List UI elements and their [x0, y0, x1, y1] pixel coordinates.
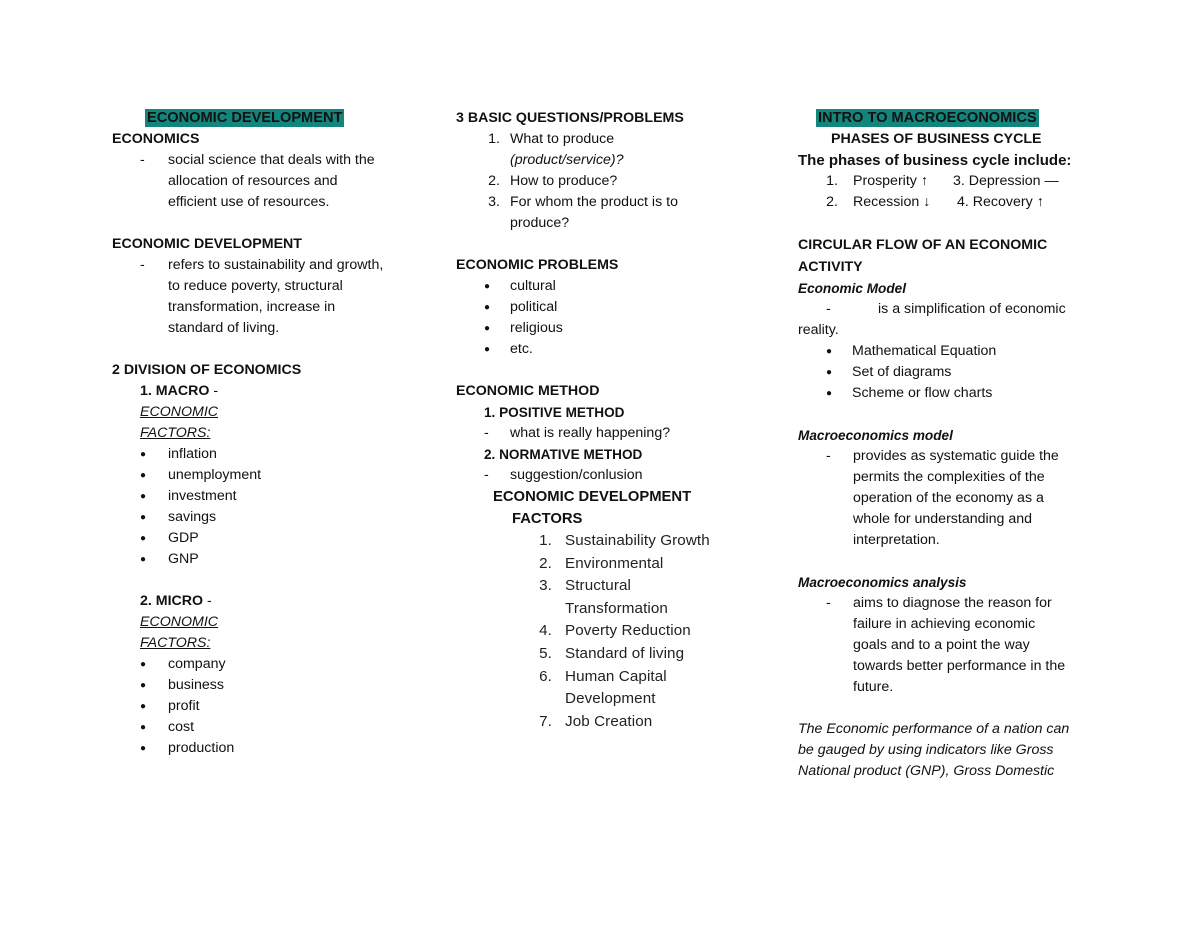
bullet-icon: ● — [484, 302, 491, 313]
problem-item: religious — [510, 320, 563, 336]
definition-line: refers to sustainability and growth, — [168, 257, 384, 273]
factor-text: Standard of living — [565, 644, 685, 662]
dash-marker: - — [484, 425, 489, 441]
item-number: 6. — [539, 667, 552, 685]
list-item — [112, 717, 422, 738]
economics-heading: ECONOMICS — [112, 131, 200, 147]
list-item — [798, 341, 1098, 362]
factor-item — [456, 620, 756, 643]
micro-label-text: 2. MICRO — [140, 593, 204, 609]
item-number — [456, 213, 500, 234]
item-number: 1. — [539, 532, 552, 549]
desc-line: goals and to a point the way — [853, 637, 1030, 653]
desc-line: future. — [853, 679, 894, 695]
list-item — [456, 276, 756, 297]
spacer — [112, 339, 422, 360]
bullet-icon: ● — [140, 554, 147, 565]
circular-flow-heading: ACTIVITY — [798, 259, 863, 275]
list-item — [112, 507, 422, 528]
positive-method-label: 1. POSITIVE METHOD — [484, 405, 625, 420]
micro-factors-label: ECONOMIC — [140, 614, 219, 630]
item-text: For whom the product is to — [510, 194, 678, 210]
section-title — [798, 108, 1098, 129]
bullet-icon: ● — [826, 346, 833, 357]
econdev-heading: ECONOMIC DEVELOPMENT — [112, 236, 302, 252]
highlighted-title: ECONOMIC DEVELOPMENT — [147, 110, 343, 126]
item-number: 2. — [826, 194, 838, 210]
item-number: 7. — [539, 712, 552, 730]
macro-item: GNP — [168, 551, 199, 567]
analysis-heading: Macroeconomics analysis — [798, 575, 967, 590]
desc-line: operation of the economy as a — [853, 490, 1044, 506]
macro-item: investment — [168, 488, 237, 504]
micro-item: business — [168, 677, 224, 693]
circular-flow-heading: CIRCULAR FLOW OF AN ECONOMIC — [798, 237, 1048, 253]
list-item — [112, 528, 422, 549]
factor-item — [456, 711, 756, 734]
model-item: Scheme or flow charts — [852, 385, 993, 401]
dash-marker: - — [484, 467, 489, 483]
list-item — [456, 318, 756, 339]
problem-item: political — [510, 299, 558, 315]
numbered-item — [456, 192, 756, 213]
division-heading: 2 DIVISION OF ECONOMICS — [112, 362, 302, 378]
list-item — [798, 362, 1098, 383]
macro-model-desc — [798, 446, 1098, 467]
item-number: 1. — [488, 131, 500, 147]
macro-label — [112, 381, 422, 402]
macro-label-text: 1. MACRO — [140, 383, 210, 399]
dash-marker: - — [826, 301, 831, 317]
item-text: (product/service)? — [510, 152, 624, 168]
spacer — [798, 698, 1098, 719]
basic-questions-heading: 3 BASIC QUESTIONS/PROBLEMS — [456, 110, 684, 126]
list-item — [112, 696, 422, 717]
bullet-icon: ● — [140, 722, 147, 733]
item-number: 1. — [826, 173, 838, 189]
macro-model-heading: Macroeconomics model — [798, 428, 953, 443]
model-item: Mathematical Equation — [852, 343, 997, 359]
highlighted-title: INTRO TO MACROECONOMICS — [818, 110, 1037, 126]
factor-item — [456, 643, 756, 666]
list-item — [456, 339, 756, 360]
economic-problems-heading: ECONOMIC PROBLEMS — [456, 257, 619, 273]
definition-line: social science that deals with the — [168, 152, 375, 168]
phase-row — [798, 171, 1098, 192]
item-number — [456, 688, 552, 711]
factor-text: Job Creation — [565, 712, 653, 730]
method-desc: what is really happening? — [510, 425, 671, 441]
desc-line: aims to diagnose the reason for — [853, 595, 1052, 611]
macro-item: unemployment — [168, 467, 262, 483]
micro-factors-label: FACTORS: — [140, 635, 211, 651]
bullet-icon: ● — [140, 533, 147, 544]
closing-line: be gauged by using indicators like Gross — [798, 742, 1054, 758]
spacer — [456, 234, 756, 255]
phase-item: Recession ↓ — [853, 194, 931, 210]
model-item: Set of diagrams — [852, 364, 952, 380]
item-number — [456, 150, 500, 171]
definition-line: allocation of resources and — [168, 173, 338, 189]
model-desc-text: reality. — [798, 322, 839, 338]
factor-text: Development — [565, 690, 656, 708]
bullet-icon: ● — [484, 323, 491, 334]
phases-intro: The phases of business cycle include: — [798, 152, 1072, 169]
macro-factors-label: ECONOMIC — [140, 404, 219, 420]
micro-item: cost — [168, 719, 195, 735]
bullet-icon: ● — [484, 344, 491, 355]
bullet-icon: ● — [140, 680, 147, 691]
definition-line: efficient use of resources. — [168, 194, 330, 210]
bullet-icon: ● — [826, 388, 833, 399]
bullet-icon: ● — [140, 701, 147, 712]
desc-line: whole for understanding and — [853, 511, 1033, 527]
list-item — [456, 297, 756, 318]
phase-row — [798, 192, 1098, 213]
factors-heading: FACTORS — [512, 511, 583, 527]
econdev-definition — [112, 255, 422, 276]
bullet-icon: ● — [140, 491, 147, 502]
factor-item — [456, 666, 756, 689]
numbered-item — [456, 150, 756, 171]
column-basic-questions — [456, 108, 756, 733]
economics-definition — [112, 150, 422, 171]
list-item — [112, 444, 422, 465]
item-text: What to produce — [510, 131, 615, 147]
item-number: 4. — [539, 622, 552, 640]
factor-item — [456, 553, 756, 576]
bullet-icon: ● — [826, 367, 833, 378]
factor-item — [456, 598, 756, 621]
desc-line: provides as systematic guide the — [853, 448, 1059, 464]
list-item — [112, 654, 422, 675]
item-text: How to produce? — [510, 173, 618, 189]
definition-line: to reduce poverty, structural — [168, 278, 343, 294]
macro-factors-label: FACTORS: — [140, 425, 211, 441]
section-title — [112, 108, 422, 129]
spacer — [798, 213, 1098, 234]
item-number: 3. — [488, 194, 500, 210]
method-desc: suggestion/conlusion — [510, 467, 643, 483]
model-desc — [798, 299, 1098, 320]
model-desc-text: is a simplification of economic — [878, 301, 1066, 317]
dash-marker: - — [826, 595, 831, 611]
factor-text: Sustainability Growth — [565, 532, 710, 549]
definition-line: standard of living. — [168, 320, 280, 336]
numbered-item — [456, 213, 756, 234]
phase-item: Prosperity ↑ — [853, 173, 928, 189]
spacer — [456, 360, 756, 381]
micro-item: profit — [168, 698, 200, 714]
factor-item — [456, 575, 756, 598]
macro-item: GDP — [168, 530, 199, 546]
factor-item — [456, 688, 756, 711]
list-item — [112, 549, 422, 570]
dash-marker: - — [140, 257, 145, 273]
bullet-icon: ● — [140, 449, 147, 460]
economic-model-heading: Economic Model — [798, 281, 907, 296]
list-item — [112, 486, 422, 507]
item-number: 2. — [539, 554, 552, 572]
numbered-item — [456, 129, 756, 150]
column-economic-development — [112, 108, 422, 759]
economic-method-heading: ECONOMIC METHOD — [456, 383, 600, 399]
micro-item: production — [168, 740, 235, 756]
list-item — [112, 465, 422, 486]
problem-item: etc. — [510, 341, 533, 357]
desc-line: interpretation. — [853, 532, 940, 548]
closing-line: National product (GNP), Gross Domestic — [798, 763, 1055, 779]
normative-method-desc — [456, 465, 756, 486]
factor-text: Transformation — [565, 599, 668, 617]
dash-marker: - — [140, 152, 145, 168]
micro-label — [112, 591, 422, 612]
dash-marker: - — [826, 448, 831, 464]
phase-item: 3. Depression — — [953, 173, 1059, 189]
item-number: 3. — [539, 577, 552, 595]
micro-item: company — [168, 656, 226, 672]
factors-heading: ECONOMIC DEVELOPMENT — [493, 489, 692, 505]
spacer — [798, 551, 1098, 572]
micro-dash: - — [203, 593, 212, 609]
definition-line: transformation, increase in — [168, 299, 336, 315]
factor-text: Structural — [565, 577, 631, 595]
item-number: 2. — [488, 173, 500, 189]
macro-item: savings — [168, 509, 217, 525]
numbered-item — [456, 171, 756, 192]
bullet-icon: ● — [140, 470, 147, 481]
desc-line: towards better performance in the — [853, 658, 1066, 674]
item-text: produce? — [510, 215, 570, 231]
column-intro-macroeconomics — [798, 108, 1098, 782]
macro-item: inflation — [168, 446, 217, 462]
phase-item: 4. Recovery ↑ — [957, 194, 1044, 210]
positive-method-desc — [456, 423, 756, 444]
phases-heading: PHASES OF BUSINESS CYCLE — [831, 131, 1042, 147]
bullet-icon: ● — [140, 512, 147, 523]
list-item — [112, 738, 422, 759]
factor-item — [456, 530, 756, 553]
spacer — [798, 404, 1098, 425]
list-item — [798, 383, 1098, 404]
factor-text: Environmental — [565, 554, 664, 572]
spacer — [112, 213, 422, 234]
bullet-icon: ● — [484, 281, 491, 292]
desc-line: failure in achieving economic — [853, 616, 1036, 632]
analysis-desc — [798, 593, 1098, 614]
closing-line: The Economic performance of a nation can — [798, 721, 1070, 737]
item-number: 5. — [539, 644, 552, 662]
macro-dash: - — [209, 383, 219, 399]
list-item — [112, 675, 422, 696]
spacer — [112, 570, 422, 591]
factor-text: Human Capital — [565, 667, 667, 685]
normative-method-label: 2. NORMATIVE METHOD — [484, 447, 643, 462]
item-number — [456, 598, 552, 621]
factor-text: Poverty Reduction — [565, 622, 691, 640]
bullet-icon: ● — [140, 743, 147, 754]
bullet-icon: ● — [140, 659, 147, 670]
desc-line: permits the complexities of the — [853, 469, 1045, 485]
problem-item: cultural — [510, 278, 556, 294]
